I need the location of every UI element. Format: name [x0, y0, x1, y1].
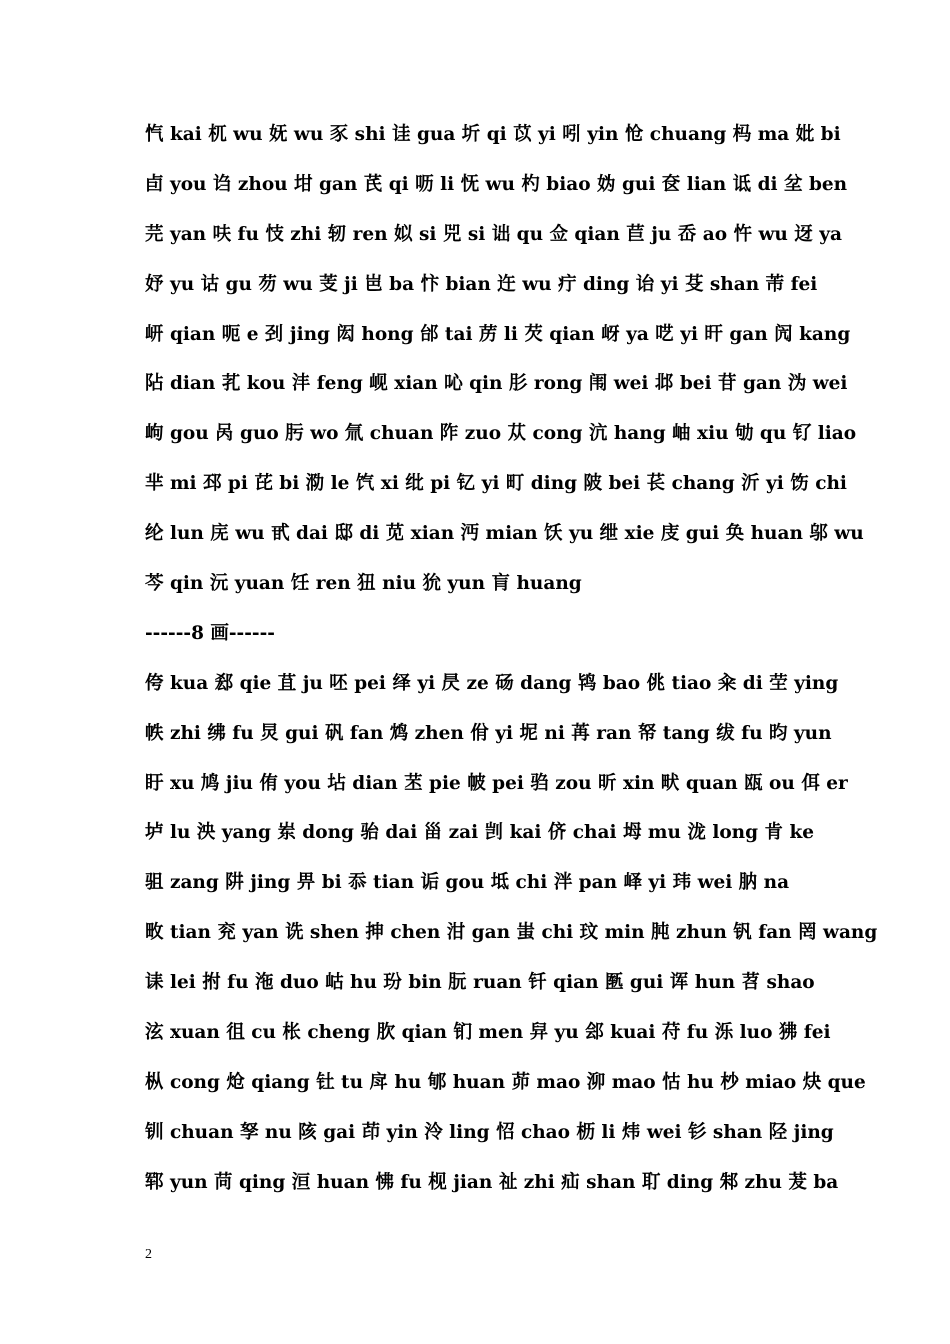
text-line: 泫 xuan 徂 cu 枨 cheng 肷 qian 钔 men 舁 yu 郐 kuai 苻 fu 泺 luo 狒 fei: [145, 1022, 831, 1044]
text-line: 妤 yu 诂 gu 芴 wu 芰 ji 岜 ba 忭 bian 迕 wu 疔 ding 诒 yi 芟 shan 芾 fei: [145, 273, 818, 295]
text-line: 卣 you 诌 zhou 坩 gan 芪 qi 呖 li 怃 wu 杓 biao 妫 gui 奁 lian 诋 di 坌 ben: [145, 173, 848, 195]
text-line: 纶 lun 庑 wu 甙 dai 邸 di 苋 xian 沔 mian 饫 yu 绁 xie 庋 gui 奂 huan 邬 wu: [145, 523, 864, 545]
text-line: 芩 qin 沅 yuan 饪 ren 狃 niu 狁 yun 肓 huang: [145, 573, 582, 595]
page-number: 2: [145, 1247, 152, 1262]
text-line: 岍 qian 呃 e 刭 jing 闳 hong 邰 tai 苈 li 芡 qian 岈 ya 呓 yi 旰 gan 闶 kang: [145, 323, 851, 345]
text-line: 侉 kua 郄 qie 苴 ju 呸 pei 绎 yi 昃 ze 砀 dang 鸨 bao 佻 tiao 籴 di 茔 ying: [145, 672, 839, 694]
section-heading: ------8 画------: [145, 622, 275, 644]
text-line: 帙 zhi 绋 fu 炅 gui 矾 fan 鸩 zhen 佾 yi 坭 ni 苒 ran 帑 tang 绂 fu 昀 yun: [145, 722, 832, 744]
text-line: 盱 xu 鸠 jiu 侑 you 坫 dian 苤 pie 帔 pei 驺 zou 昕 xin 畎 quan 瓯 ou 佴 er: [145, 772, 848, 794]
text-line: 郓 yun 苘 qing 洹 huan 怫 fu 枧 jian 祉 zhi 疝 shan 耵 ding 邾 zhu 茇 ba: [145, 1171, 839, 1193]
text-line: 忾 kai 杌 wu 妩 wu 豕 shi 诖 gua 圻 qi 苡 yi 吲 yin 怆 chuang 杩 ma 妣 bi: [145, 124, 841, 145]
text-line: 岣 gou 呙 guo 肟 wo 氚 chuan 阼 zuo 苁 cong 沆 hang 岫 xiu 劬 qu 钌 liao: [145, 423, 857, 445]
text-line: 阽 dian 芤 kou 沣 feng 岘 xian 吣 qin 肜 rong 闱 wei 邶 bei 苷 gan 沩 wei: [145, 373, 848, 395]
text-line: 芈 mi 邳 pi 芘 bi 泐 le 饩 xi 纰 pi 钇 yi 町 ding 陂 bei 苌 chang 沂 yi 饬 chi: [145, 473, 847, 495]
text-line: 诔 lei 拊 fu 沲 duo 岵 hu 玢 bin 朊 ruan 钎 qian 匦 gui 诨 hun 苕 shao: [145, 972, 815, 994]
document-body: [145, 110, 878, 1208]
text-line: 垆 lu 泱 yang 岽 dong 骀 dai 甾 zai 剀 kai 侪 chai 坶 mu 泷 long 肯 ke: [145, 822, 815, 844]
text-line: 钏 chuan 孥 nu 陔 gai 茚 yin 泠 ling 怊 chao 枥 li 炜 wei 钐 shan 陉 jing: [145, 1121, 834, 1143]
text-line: 畋 tian 兖 yan 诜 shen 抻 chen 泔 gan 蚩 chi 玟 min 肫 zhun 钒 fan 罔 wang: [145, 922, 878, 944]
text-line: 枞 cong 炝 qiang 钍 tu 戽 hu 郇 huan 茆 mao 泖 mao 怙 hu 杪 miao 炔 que: [145, 1071, 866, 1093]
text-line: 驵 zang 阱 jing 畀 bi 忝 tian 诟 gou 坻 chi 泮 pan 峄 yi 玮 wei 肭 na: [145, 872, 790, 894]
text-line: 芫 yan 呋 fu 忮 zhi 轫 ren 姒 si 兕 si 诎 qu 佥 qian 苣 ju 岙 ao 忤 wu 迓 ya: [145, 223, 842, 245]
